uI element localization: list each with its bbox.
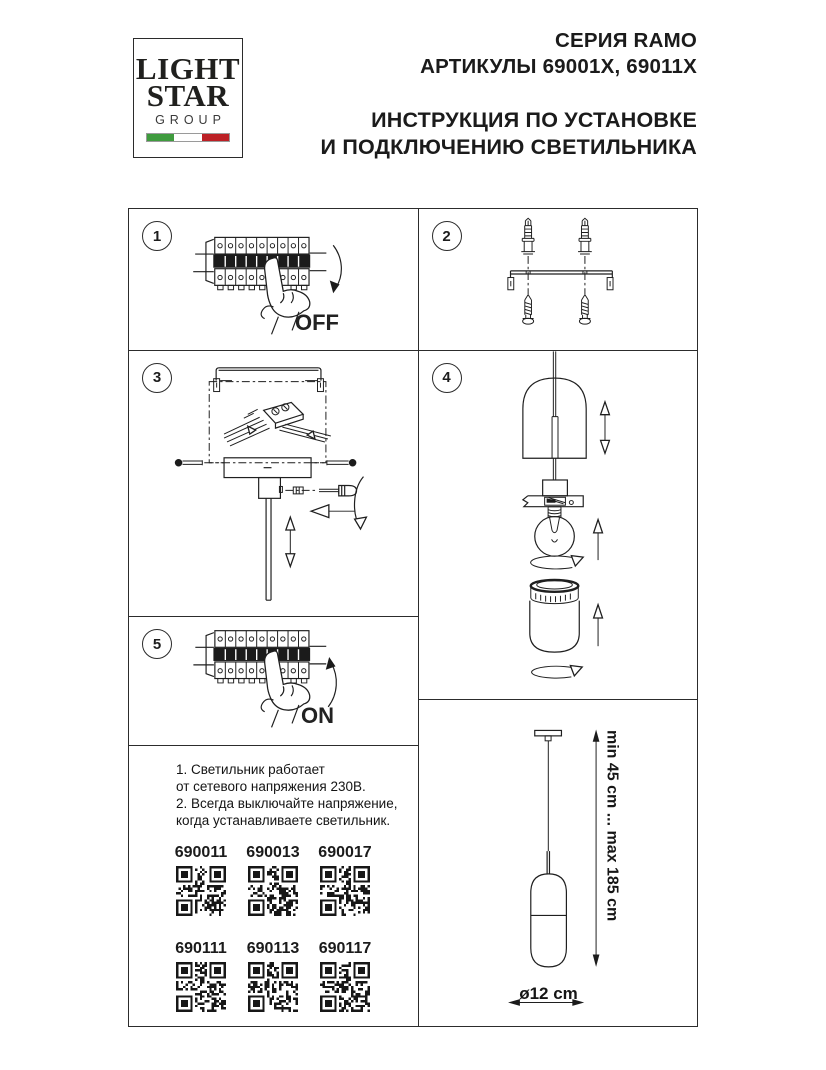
qr-code <box>248 866 298 916</box>
qr-code <box>320 962 370 1012</box>
qr-cell <box>237 844 309 916</box>
up-down-arrow <box>286 517 295 566</box>
push-left-arrow <box>311 504 355 517</box>
instruction-title-line2: И ПОДКЛЮЧЕНИЮ СВЕТИЛЬНИКА <box>320 134 697 159</box>
turn-off-arrow <box>330 245 342 293</box>
article-number: 690113 <box>246 939 300 957</box>
step-number: 4 <box>432 363 462 393</box>
step-number: 5 <box>142 629 172 659</box>
italian-flag-stripe <box>146 133 230 142</box>
circuit-breaker-row <box>193 237 326 289</box>
dashed-outline <box>209 381 326 462</box>
light-bulb-icon <box>534 506 574 555</box>
instruction-title-line1: ИНСТРУКЦИЯ ПО УСТАНОВКЕ <box>371 108 697 132</box>
screw-icon <box>522 295 533 324</box>
note-line: от сетевого напряжения 230В. <box>176 778 366 794</box>
breaker-off-diagram <box>129 209 417 349</box>
canopy-plate-icon <box>224 457 311 477</box>
logo-star: STAR <box>146 77 230 113</box>
up-arrow <box>593 604 602 646</box>
stem-block-icon <box>259 477 317 498</box>
socket-plate-icon <box>522 479 582 506</box>
on-label: ON <box>301 703 334 728</box>
logo-light: LIGHT <box>135 50 241 86</box>
safety-notes <box>176 761 397 829</box>
rotate-arrow <box>531 665 582 678</box>
qr-cell <box>309 844 381 916</box>
screwdriver-icon <box>319 485 357 495</box>
glass-dome-shade <box>522 378 585 458</box>
flag-white <box>174 134 201 141</box>
qr-code <box>176 866 226 916</box>
side-screw-right <box>311 458 356 466</box>
suspension-rod <box>552 351 558 480</box>
mounting-bracket-icon <box>507 271 612 290</box>
lamp-assembly-diagram <box>419 351 696 699</box>
qr-cell <box>309 940 381 1012</box>
side-screw-left <box>175 458 224 466</box>
article-number: 690117 <box>318 939 372 957</box>
step-1-panel <box>128 208 419 351</box>
flag-green <box>147 134 174 141</box>
flag-red <box>202 134 229 141</box>
step-5-panel <box>128 616 419 746</box>
articles-line: АРТИКУЛЫ 69001X, 69011X <box>420 55 697 78</box>
note-line: когда устанавливаете светильник. <box>176 812 391 828</box>
pendant-dimensions-diagram <box>419 700 696 1025</box>
terminal-block-icon <box>224 402 331 446</box>
note-line: 2. Всегда выключайте напряжение, <box>176 795 398 811</box>
qr-cell <box>165 940 237 1012</box>
step-number: 2 <box>432 221 462 251</box>
dimensions-panel <box>418 699 699 1027</box>
notes-panel <box>128 745 419 1028</box>
instruction-grid <box>128 208 698 1027</box>
step-number: 1 <box>142 221 172 251</box>
lightstar-logo <box>133 38 243 158</box>
qr-code <box>176 962 226 1012</box>
qr-code <box>320 866 370 916</box>
rotate-arrow <box>355 476 367 528</box>
off-label: OFF <box>295 310 339 335</box>
header-text <box>321 28 697 160</box>
mounting-bracket-icon <box>214 367 324 391</box>
turn-on-arrow <box>326 657 337 707</box>
breaker-on-diagram <box>129 617 417 744</box>
step-3-panel <box>128 350 419 618</box>
rotate-arrow <box>530 555 583 568</box>
step-4-panel <box>418 350 699 701</box>
up-arrow <box>593 519 602 560</box>
article-number: 690111 <box>175 939 227 957</box>
up-down-arrow <box>600 401 609 452</box>
step-number: 3 <box>142 363 172 393</box>
note-line: 1. Светильник работает <box>176 761 325 777</box>
series-title: СЕРИЯ RAMO <box>555 29 697 52</box>
diameter-label: ø12 cm <box>519 984 578 1003</box>
pendant-lamp-icon <box>530 730 566 966</box>
step-2-panel <box>418 208 699 351</box>
circuit-breaker-row <box>193 631 326 683</box>
stem-rod <box>266 498 271 600</box>
article-number: 690013 <box>246 843 300 861</box>
cylinder-shade-icon <box>529 579 578 651</box>
canopy-wiring-diagram <box>129 351 417 616</box>
height-range-label: min 45 cm ... max 185 cm <box>603 730 621 922</box>
article-number: 690017 <box>318 843 372 861</box>
article-number: 690011 <box>174 843 228 861</box>
logo-group: GROUP <box>155 112 226 127</box>
height-dimension-line <box>592 729 599 966</box>
qr-cell <box>237 940 309 1012</box>
qr-code <box>248 962 298 1012</box>
screw-icon <box>579 295 590 324</box>
qr-cell <box>165 844 237 916</box>
article-qr-grid <box>165 844 381 1012</box>
